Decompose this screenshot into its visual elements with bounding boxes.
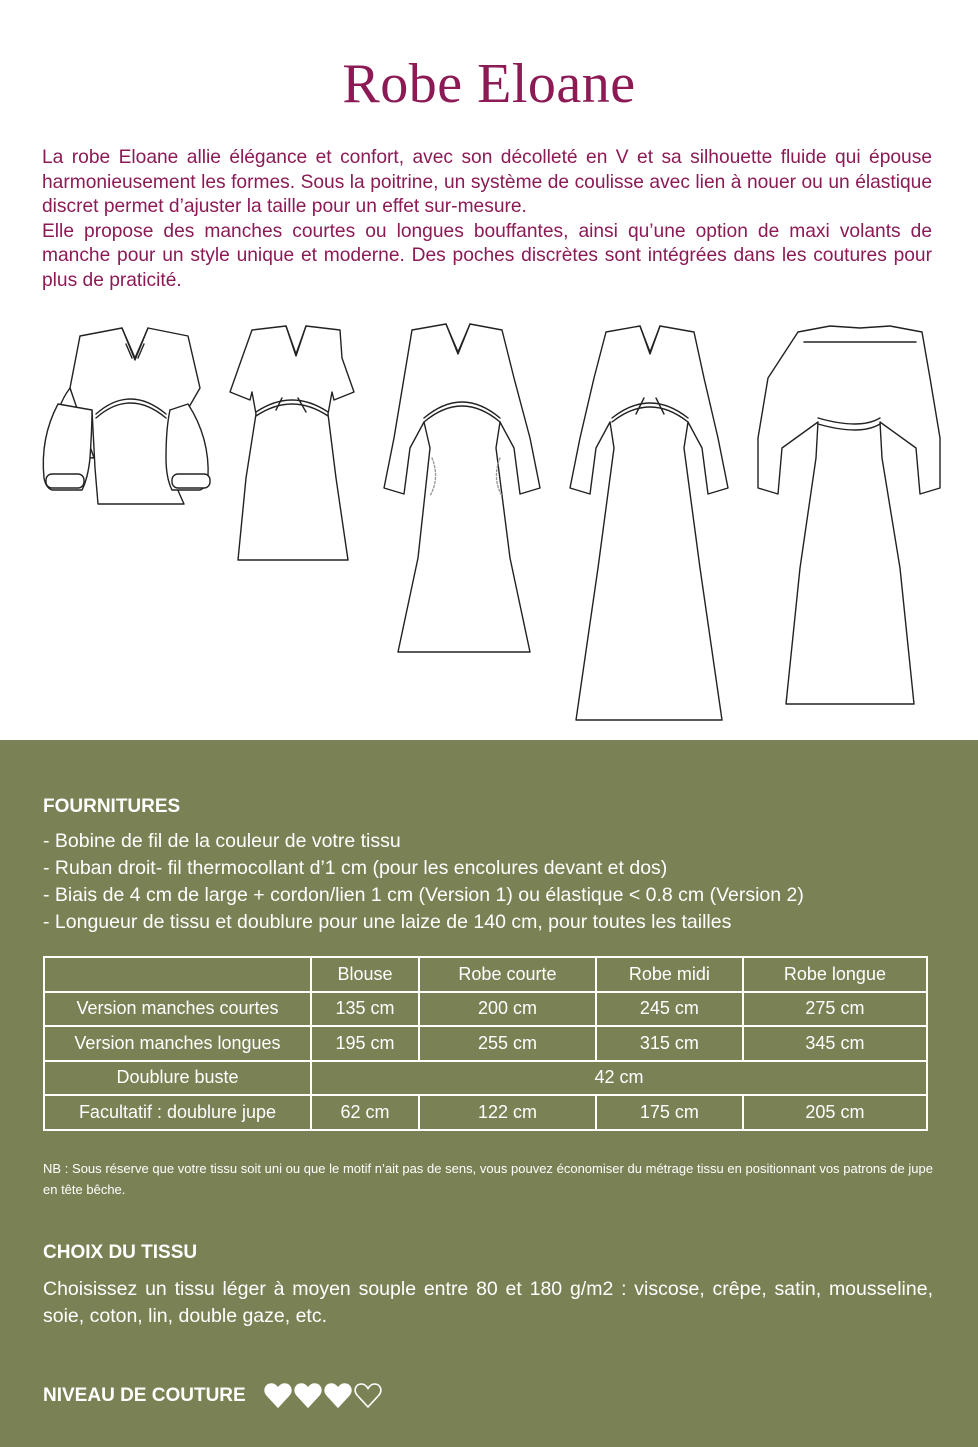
table-cell: 135 cm	[311, 992, 419, 1027]
sewing-level-label: NIVEAU DE COUTURE	[43, 1385, 246, 1406]
row-label: Facultatif : doublure jupe	[44, 1095, 311, 1130]
supply-item: - Biais de 4 cm de large + cordon/lien 1 cm (Version 1) ou élastique < 0.8 cm (Version 2)	[43, 884, 804, 906]
supplies-list	[43, 828, 804, 936]
supplies-heading: FOURNITURES	[43, 796, 181, 817]
table-cell: 175 cm	[596, 1095, 743, 1130]
table-cell: 345 cm	[743, 1026, 927, 1061]
table-cell-merged: 42 cm	[311, 1061, 927, 1096]
column-header: Robe longue	[743, 957, 927, 992]
midi-dress-drawing	[384, 324, 540, 652]
heart-filled-icon	[264, 1383, 292, 1409]
technical-drawings	[0, 318, 978, 728]
table-row	[44, 992, 927, 1027]
table-cell: 245 cm	[596, 992, 743, 1027]
table-cell: 62 cm	[311, 1095, 419, 1130]
table-header-row	[44, 957, 927, 992]
table-cell: 200 cm	[419, 992, 596, 1027]
heart-outline-icon	[354, 1383, 382, 1409]
fabric-choice-heading: CHOIX DU TISSU	[43, 1242, 198, 1263]
table-corner-cell	[44, 957, 311, 992]
intro-text	[42, 146, 932, 293]
page-title: Robe Eloane	[342, 53, 636, 115]
short-dress-drawing	[230, 326, 354, 560]
supply-item: - Longueur de tissu et doublure pour une laize de 140 cm, pour toutes les tailles	[43, 911, 732, 933]
column-header: Robe courte	[419, 957, 596, 992]
table-cell: 255 cm	[419, 1026, 596, 1061]
row-label: Version manches longues	[44, 1026, 311, 1061]
fabric-choice-text: Choisissez un tissu léger à moyen souple entre 80 et 180 g/m2 : viscose, crêpe, satin, mousseline, soie, coton, lin, double gaze, etc.	[43, 1278, 933, 1327]
level-hearts	[264, 1383, 382, 1409]
table-row	[44, 1095, 927, 1130]
row-label: Doublure buste	[44, 1061, 311, 1096]
column-header: Blouse	[311, 957, 419, 992]
supply-item: - Bobine de fil de la couleur de votre tissu	[43, 830, 401, 852]
table-cell: 205 cm	[743, 1095, 927, 1130]
column-header: Robe midi	[596, 957, 743, 992]
table-cell: 315 cm	[596, 1026, 743, 1061]
table-cell: 122 cm	[419, 1095, 596, 1130]
intro-paragraph-1: La robe Eloane allie élégance et confort, avec son décolleté en V et sa silhouette fluide qui épouse harmonieusement les formes. Sous la poitrine, un système de coulisse avec lien à nouer ou un élastique discret permet d’ajuster la taille pour un effet sur-mesure.	[42, 147, 932, 217]
fabric-table	[43, 956, 928, 1131]
table-row	[44, 1026, 927, 1061]
supply-item: - Ruban droit- fil thermocollant d’1 cm (pour les encolures devant et dos)	[43, 857, 668, 879]
heart-filled-icon	[294, 1383, 322, 1409]
table-row	[44, 1061, 927, 1096]
table-cell: 275 cm	[743, 992, 927, 1027]
intro-paragraph-2: Elle propose des manches courtes ou longues bouffantes, ainsi qu’une option de maxi volants de manche pour un style unique et moderne. Des poches discrètes sont intégrées dans les coutures pour plus de praticité.	[42, 220, 932, 291]
details-section	[0, 740, 978, 1447]
sewing-level	[43, 1383, 382, 1409]
note-text: NB : Sous réserve que votre tissu soit uni ou que le motif n’ait pas de sens, vous pouvez économiser du métrage tissu en positionnant vos patrons de jupe en tête bêche.	[43, 1161, 933, 1197]
long-dress-drawing	[570, 326, 728, 720]
table-cell: 195 cm	[311, 1026, 419, 1061]
blouse-drawing	[43, 328, 210, 504]
heart-filled-icon	[324, 1383, 352, 1409]
row-label: Version manches courtes	[44, 992, 311, 1027]
back-view-drawing	[758, 326, 940, 704]
